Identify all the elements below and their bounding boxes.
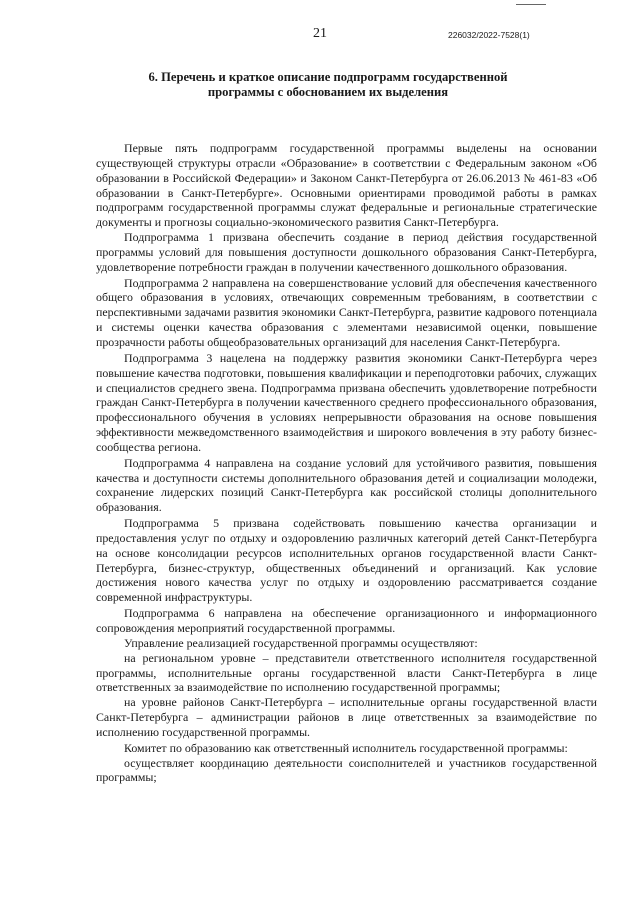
section-title-line-1: 6. Перечень и краткое описание подпрограмм государственной [148,70,508,84]
section-title-line-2: программы с обоснованием их выделения [207,85,449,99]
scan-mark [516,0,546,5]
paragraph: Комитет по образованию как ответственный исполнитель государственной программы: [124,740,568,755]
paragraph: Подпрограмма 3 нацелена на поддержку развития экономики Санкт-Петербурга через повышение качества подготовки, повышения квалификации и переподготовки рабочих, служащих и специалистов среднего звена. Подпрограмма призвана обеспечить удовлетворение потребности граждан Санкт-Петербурга в получении качественного среднего профессионального образования, профессионального обучения в условиях непрерывности образования на основе повышения эффективности межведомственного взаимодействия и широкого вовлечения в эту работу бизнес-сообщества региона. [96,350,597,454]
paragraph: Подпрограмма 5 призвана содействовать повышению качества организации и предоставления услуг по отдыху и оздоровлению различных категорий детей Санкт-Петербурга на основе консолидации ресурсов исполнительных органов государственной власти Санкт-Петербурга, бизнес-структур, общественных объединений и организаций. Как условие достижения нового качества услуг по отдыху и оздоровлению рассматривается создание современной инфраструктуры. [96,516,597,605]
paragraph: на региональном уровне – представители ответственного исполнителя государственной программы, исполнительные органы государственной власти Санкт-Петербурга в лице ответственных за взаимодействие по исполнению государственной программы; [96,650,597,695]
paragraph: Управление реализацией государственной программы осуществляют: [124,635,478,650]
document-body [96,141,597,785]
paragraph: Подпрограмма 4 направлена на создание условий для устойчивого развития, повышения качества и доступности системы дополнительного образования детей и социализации молодежи, сохранение лидерских позиций Санкт-Петербурга как российской столицы дополнительного образования. [96,455,597,515]
section-title [98,70,558,100]
paragraph: на уровне районов Санкт-Петербурга – исполнительные органы государственной власти Санкт-Петербурга – администрации районов в лице ответственных за взаимодействие по исполнению государственной программы. [96,695,597,739]
paragraph: Подпрограмма 6 направлена на обеспечение организационного и информационного сопровождения мероприятий государственной программы. [96,606,597,635]
paragraph: Подпрограмма 2 направлена на совершенствование условий для обеспечения качественного общего образования в условиях, отвечающих современным требованиям, в соответствии с перспективными задачами развития экономики Санкт-Петербурга, развитие кадрового потенциала и системы оценки качества образования с элементами независимой оценки, повышение прозрачности работы общеобразовательных организаций для населения Санкт-Петербурга. [96,275,597,349]
paragraph: осуществляет координацию деятельности соисполнителей и участников государственной программы; [96,755,597,785]
page-number: 21 [313,26,327,41]
paragraph: Первые пять подпрограмм государственной программы выделены на основании существующей структуры отрасли «Образование» в соответствии с Федеральным законом «Об образовании в Российской Федерации» и Законом Санкт-Петербурга от 26.06.2013 № 461-83 «Об образовании в Санкт-Петербурге». Основными ориентирами проводимой работы в рамках подпрограмм государственной программы служат федеральные и региональные стратегические документы и прогнозы социально-экономического развития Санкт-Петербурга. [96,141,597,230]
document-code: 226032/2022-7528(1) [448,30,530,40]
paragraph: Подпрограмма 1 призвана обеспечить создание в период действия государственной программы условий для повышения доступности дошкольного образования Санкт-Петербурга, удовлетворение потребности граждан в получении качественного дошкольного образования. [96,230,597,274]
